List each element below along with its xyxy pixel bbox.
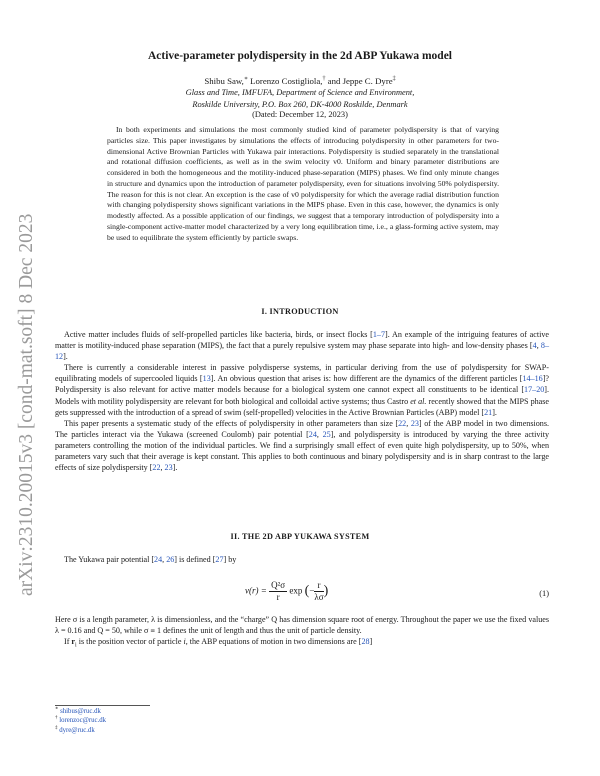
footnote-3-mark: ‡ bbox=[55, 725, 58, 731]
citation-link[interactable]: 1–7 bbox=[372, 330, 386, 339]
date-line: (Dated: December 12, 2023) bbox=[252, 110, 348, 119]
equation-1 bbox=[55, 578, 549, 612]
equation-number: (1) bbox=[539, 589, 549, 598]
footnote-1 bbox=[55, 707, 106, 716]
footnote-2-mark: † bbox=[55, 716, 58, 722]
text-run: ] is defined [ bbox=[174, 555, 216, 564]
author-1-mark: ∗ bbox=[243, 76, 248, 83]
citation-link[interactable]: 13 bbox=[202, 374, 211, 384]
author-2-mark: † bbox=[322, 76, 326, 83]
affiliation-line-1: Glass and Time, IMFUFA, Department of Science and Environment, bbox=[185, 88, 415, 97]
citation-link[interactable]: 4 bbox=[532, 341, 537, 351]
section-1-body bbox=[55, 329, 549, 473]
text-run: ] by bbox=[223, 555, 237, 564]
bold-symbol: r bbox=[71, 637, 76, 647]
author-list bbox=[0, 76, 600, 86]
italic-text: et al. bbox=[410, 396, 427, 406]
citation-link[interactable]: 25 bbox=[322, 429, 331, 439]
eq-exp: exp bbox=[289, 585, 303, 596]
subscript: i bbox=[75, 642, 77, 649]
text-run: ]. An obvious question that arises is: how different are the dynamics of the different particles [ bbox=[210, 374, 523, 384]
text-run: ], and polydispersity is introduced by varying the three activity parameters controlling the motion of the individual particles. We find a surprisingly small effect of even quite high polydispersity, up to 50%, when parameters vary such that their average is kept constant. This applies to both continuous and binary polydispersity and is in sharp contrast to the large effects of size polydispersity [ bbox=[55, 429, 549, 473]
text-run: ]. bbox=[63, 352, 68, 362]
section-2-heading: II. THE 2D ABP YUKAWA SYSTEM bbox=[230, 532, 370, 541]
abp-equations-intro bbox=[55, 636, 549, 652]
eq-numerator: Q²σ bbox=[271, 580, 286, 590]
paper-title: Active-parameter polydispersity in the 2d ABP Yukawa model bbox=[147, 50, 452, 62]
footnotes bbox=[55, 707, 106, 735]
text-run: , bbox=[162, 555, 167, 564]
author-3-mark: ‡ bbox=[392, 76, 396, 83]
text-run: ]. bbox=[172, 463, 178, 473]
text-run: ]. bbox=[492, 407, 497, 417]
section-2-intro bbox=[55, 554, 549, 565]
citation-link[interactable]: 22 bbox=[398, 418, 407, 428]
text-run: , bbox=[536, 341, 541, 351]
footnote-divider bbox=[55, 705, 150, 706]
text-run: ]. An example of the intriguing features of active matter is motility-induced phase separation (MIPS), the fact that a purely repulsive system may phase separate into high- and low-density phases [ bbox=[55, 330, 549, 351]
yukawa-equation: v(r) = $\frac{\text{Q²σ}}{r}$ exp (− $\frac{r}{\lambda\sigma}$ ) bbox=[245, 580, 329, 602]
arxiv-stamp bbox=[2, 80, 44, 600]
arxiv-stamp-text: arXiv:2310.20015v3 [cond-mat.soft] 8 Dec 2023 bbox=[16, 213, 37, 596]
eq-denominator: r bbox=[276, 592, 280, 602]
text-run: ]. Models with motility polydispersity are relevant for both biological and colloidal active systems; thus Castro bbox=[55, 385, 549, 406]
citation-link[interactable]: 24 bbox=[308, 429, 317, 439]
section-2-body bbox=[55, 614, 549, 652]
text-run: If bbox=[64, 637, 72, 647]
text-run: , the ABP equations of motion in two dimensions are [ bbox=[185, 637, 362, 647]
text-run: , bbox=[160, 463, 165, 473]
text-run: There is currently a considerable interest in passive polydisperse systems, in particular deriving from the use of polydispersity for SWAP-equilibrating models of supercooled liquids [ bbox=[55, 363, 549, 384]
eq-arg-denominator: λσ bbox=[314, 592, 324, 602]
eq-arg-fraction bbox=[314, 580, 323, 603]
intro-paragraph-1 bbox=[55, 329, 549, 362]
author-3: and Jeppe C. Dyre bbox=[327, 76, 393, 86]
after-equation-text: Here σ is a length parameter, λ is dimensionless, and the “charge” Q has dimension square root of energy. Throughout the paper we use the fixed values λ = 0.16 and Q = 50, while σ ≡ 1 defines the unit of length and thus the unit of particle density. bbox=[55, 615, 549, 636]
eq-arg-numerator: r bbox=[314, 580, 323, 592]
abstract: In both experiments and simulations the most commonly studied kind of parameter polydispersity is that of varying particles size. This paper investigates by simulations the effects of introducing polydispersity in other parameters for two-dimensional Active Brownian Particles with Yukawa pair interactions. Polydispersity is studied separately in the translational and rotational diffusion coefficients, as well as in the swim velocity v0. Uniform and binary parameter distributions are considered in both the homogeneous and the motility-induced phase-separation (MIPS) phases. We find only minute changes in structure and dynamics upon the introduction of parameter polydispersity, even for situations involving 50% polydispersity. The reason for this is not clear. An exception is the case of v0 polydispersity for which the average radial distribution function with changing polydispersity shows significant variations in the MIPS phase. Even in this case, however, the dynamics is only modestly affected. As a possible application of our findings, we suggest that a temporary introduction of polydispersity into a single-component active-matter model characterized by a very long equilibration time, i.e., a glass-forming active system, may be used to equilibrate the system efficiently by particle swaps. bbox=[107, 125, 499, 242]
citation-link[interactable]: 23 bbox=[164, 463, 173, 473]
footnote-2 bbox=[55, 716, 106, 725]
intro-paragraph-3 bbox=[55, 418, 549, 473]
footnote-3-email[interactable]: dyre@ruc.dk bbox=[59, 726, 95, 734]
section-1-heading: I. INTRODUCTION bbox=[261, 307, 339, 316]
footnote-1-email[interactable]: shibus@ruc.dk bbox=[60, 708, 101, 715]
text-run: ] bbox=[369, 637, 373, 647]
citation-link[interactable]: 23 bbox=[410, 418, 419, 428]
eq-fraction bbox=[269, 580, 287, 603]
citation-link[interactable]: 17–20 bbox=[524, 385, 545, 395]
footnote-1-mark: ∗ bbox=[55, 706, 59, 712]
footnote-2-email[interactable]: lorenzoc@ruc.dk bbox=[59, 717, 107, 725]
text-run: The Yukawa pair potential [ bbox=[64, 555, 155, 564]
citation-link[interactable]: 22 bbox=[152, 463, 161, 473]
italic-text: i bbox=[183, 637, 186, 647]
citation-link[interactable]: 8–12 bbox=[55, 341, 550, 362]
yukawa-intro bbox=[55, 554, 549, 565]
text-run: , bbox=[406, 418, 411, 428]
eq-lhs: v(r) = bbox=[245, 585, 267, 596]
author-1: Shibu Saw, bbox=[204, 76, 244, 86]
text-run: recently showed that the MIPS phase gets suppressed with the introduction of a spread of swim (self-propelled) velocities in the Active Brownian Particles (ABP) model [ bbox=[55, 396, 549, 417]
text-run: This paper presents a systematic study of the effects of polydispersity in other parameters than size [ bbox=[64, 418, 399, 428]
citation-link[interactable]: 27 bbox=[215, 555, 224, 564]
text-run: , bbox=[316, 429, 323, 439]
text-run: ]? Polydispersity is also relevant for active matter models because for a biological system one cannot expect all constituents to be identical [ bbox=[55, 374, 549, 395]
citation-link[interactable]: 21 bbox=[484, 407, 493, 417]
author-2: Lorenzo Costigliola, bbox=[250, 76, 323, 86]
text-run: Active matter includes fluids of self-propelled particles like bacteria, birds, or insect flocks [ bbox=[64, 330, 373, 339]
footnote-3 bbox=[55, 726, 106, 735]
affiliation-line-2: Roskilde University, P.O. Box 260, DK-4000 Roskilde, Denmark bbox=[192, 100, 408, 109]
text-run: ] of the ABP model in two dimensions. The particles interact via the Yukawa (screened Coulomb) pair potential [ bbox=[55, 418, 549, 439]
citation-link[interactable]: 14–16 bbox=[522, 374, 543, 384]
text-run: is the position vector of particle bbox=[76, 637, 184, 647]
affiliation bbox=[0, 87, 600, 111]
citation-link[interactable]: 28 bbox=[361, 637, 370, 647]
intro-paragraph-2 bbox=[55, 362, 549, 417]
citation-link[interactable]: 24 bbox=[154, 555, 163, 564]
citation-link[interactable]: 26 bbox=[166, 555, 175, 564]
